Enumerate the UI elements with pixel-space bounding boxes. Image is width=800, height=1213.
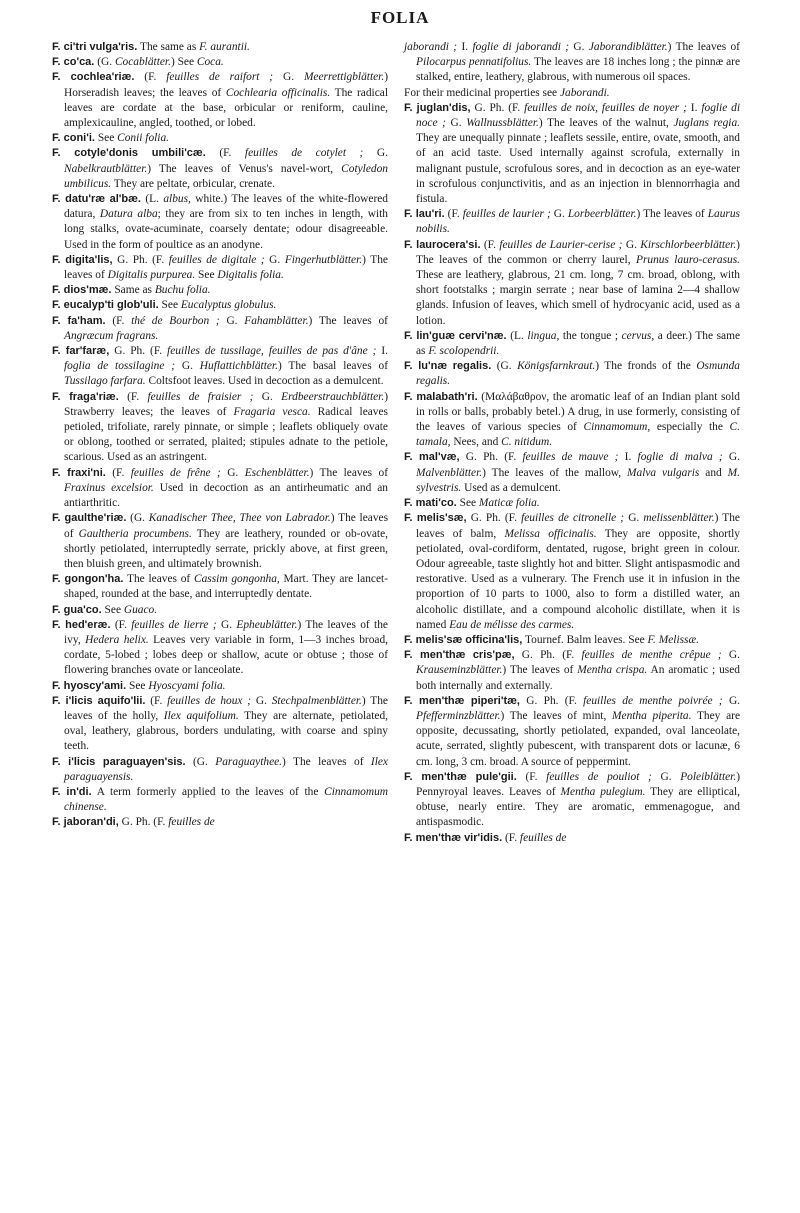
entry-text: I. (376, 345, 388, 358)
dictionary-entry (404, 770, 740, 831)
entry-text: ) The leaves of the mallow, (482, 466, 628, 479)
entry-italic-text: F. aurantii. (199, 41, 250, 53)
entry-italic-text: feuilles de pouliot ; (546, 770, 652, 783)
entry-text: ) The leaves of (636, 208, 708, 221)
entry-text: G. (363, 147, 388, 160)
entry-text: Leaves very variable in form, 1—3 inches broad, cordate, 5-lobed ; lobes deep or shallow, acute or obtuse ; those of flowering branches ovate or lanceolate. (64, 633, 389, 677)
entry-italic-text: Epheublätter. (236, 618, 298, 631)
entry-text: They are elliptical, obtuse, nearly entire. They are aromatic, emmenagogue, and antispasmodic. (416, 785, 740, 829)
entry-headword: F. lau'ri. (404, 208, 445, 221)
entry-text: (G. (193, 755, 216, 768)
entry-italic-text: Hyoscyami folia. (148, 679, 226, 692)
entry-text: especially the (650, 421, 730, 434)
entry-italic-text: Tussilago farfara. (64, 375, 146, 388)
entry-headword: F. fraxi'ni. (52, 466, 106, 479)
dictionary-entry (52, 572, 388, 602)
entry-italic-text: Kirschlorbeerblätter. (640, 238, 737, 251)
entry-italic-text: Malvenblätter. (416, 466, 483, 479)
entry-headword: F. laurocera'si. (404, 238, 481, 251)
entry-italic-text: Ilex paraguayensis. (64, 755, 388, 783)
entry-text: ) The leaves of the holly, (64, 694, 388, 722)
entry-headword: F. men'thæ piperi'tæ, (404, 694, 520, 707)
entry-italic-text: Fraxinus excelsior. (64, 481, 154, 494)
entry-text: (L. (510, 329, 528, 342)
entry-italic-text: Jaborandi. (559, 86, 610, 99)
entry-text: Nees, and (450, 436, 502, 449)
entry-italic-text: Prunus lauro-cerasus. (635, 253, 740, 266)
entry-headword: F. in'di. (52, 785, 92, 798)
entry-italic-text: albus, (163, 193, 191, 206)
dictionary-entry (52, 70, 388, 131)
entry-italic-text: Ilex aquifolium. (163, 709, 239, 722)
entry-text: A term formerly applied to the leaves of the (96, 785, 325, 798)
entry-headword: F. gaulthe'riæ. (52, 512, 127, 525)
entry-text: I. (618, 451, 638, 464)
entry-italic-text: feuilles de lierre ; (131, 618, 217, 631)
entry-headword: F. far'faræ, (52, 345, 110, 358)
entry-text: (G. (130, 512, 149, 525)
entry-italic-text: Cotyledon umbilicus. (64, 162, 388, 190)
entry-text: I. (457, 41, 473, 53)
entry-headword: F. men'thæ pule'gii. (404, 770, 517, 783)
entry-text: G. Ph. (F. (465, 451, 523, 464)
dictionary-entry (52, 131, 388, 146)
entry-text: ) The leaves of the ivy, (64, 618, 388, 646)
entry-text: and (699, 466, 728, 479)
entry-text: (Μαλάβαθρον, the aromatic leaf of an Indian plant sold in rolls or balls, probably betel.) A drug, in use formerly, consisting of the leaves of various species of (416, 390, 740, 434)
entry-headword: F. coni'i. (52, 132, 95, 145)
entry-italic-text: Nabelkrautblätter. (64, 162, 148, 175)
dictionary-entry (52, 344, 388, 390)
entry-italic-text: Angræcum fragrans. (64, 329, 159, 342)
entry-text: G. (722, 451, 740, 464)
entry-text: See (161, 299, 181, 312)
entry-italic-text: feuilles de (168, 816, 215, 829)
entry-text: ) The leaves of (64, 253, 388, 282)
entry-headword: F. dios'mæ. (52, 284, 112, 297)
entry-italic-text: Stechpalmenblätter. (271, 694, 362, 707)
entry-text: G. Ph. (F. (521, 649, 582, 662)
entry-italic-text: feuilles de citronelle ; (521, 512, 625, 525)
page-header: FOLIA (370, 8, 430, 27)
dictionary-entry (404, 86, 740, 101)
entry-text: G. Ph. (F. (526, 694, 584, 707)
entry-text: ) The leaves of (667, 41, 740, 53)
entry-headword: F. i'licis paraguayen'sis. (52, 755, 186, 768)
entry-italic-text: Pilocarpus pennatifolius. (416, 56, 532, 69)
entry-headword: F. fa'ham. (52, 314, 106, 327)
entry-italic-text: foglie di jaborandi ; (472, 41, 570, 53)
entry-text: (F. (219, 147, 245, 160)
entry-italic-text: Laurus nobilis. (416, 208, 740, 236)
entry-text: They are peltate, orbicular, crenate. (111, 177, 275, 190)
entry-text: Used in decoction as an antirheumatic and an antiarthritic. (64, 481, 388, 510)
dictionary-entry (404, 450, 740, 496)
dictionary-entry (52, 55, 388, 70)
entry-text: ) Strawberry leaves; the leaves of (64, 390, 388, 418)
entry-text: See (459, 497, 479, 510)
entry-italic-text: Fragaria vesca. (233, 405, 311, 418)
dictionary-entry (52, 390, 388, 466)
entry-headword: F. lu'næ regalis. (404, 360, 492, 373)
entry-italic-text: Mentha piperita. (612, 709, 692, 722)
entry-text: (F. (483, 238, 500, 251)
entry-headword: F. men'thæ cris'pæ, (404, 649, 515, 662)
entry-headword: F. melis'sæ, (404, 512, 467, 525)
entry-text: (F. (114, 618, 132, 631)
entry-text: An aromatic ; used both internally and externally. (416, 664, 740, 692)
entry-italic-text: Krauseminzblätter. (416, 664, 503, 677)
dictionary-entry (404, 390, 740, 451)
entry-italic-text: Conii folia. (117, 132, 170, 145)
entry-italic-text: cervus, (621, 329, 655, 342)
entry-text: G. Ph. (F. (114, 345, 168, 358)
dictionary-entry (404, 359, 740, 389)
entry-italic-text: Melissa officinalis. (504, 527, 597, 540)
entry-text: ) The leaves of (309, 466, 388, 479)
entry-text: They are opposite, decussating, shortly petiolated, expanded, oval lanceolate, acute, serrated, slightly pubescent, with transparent dots or lacunæ, 6 cm. long, 3 cm. broad. A source of peppermint. (416, 709, 740, 768)
entry-italic-text: feuilles de raifort ; (166, 71, 274, 84)
dictionary-entry (52, 298, 388, 313)
entry-text: G. (251, 694, 272, 707)
dictionary-entry (52, 618, 388, 679)
entry-text: G. (550, 208, 568, 221)
entry-italic-text: thé de Bourbon ; (131, 314, 220, 327)
entry-text: ) The leaves of Venus's navel-wort, (147, 162, 342, 175)
entry-italic-text: feuilles de noix, feuilles de noyer ; (524, 101, 687, 114)
entry-italic-text: feuilles de mauve ; (522, 451, 619, 464)
entry-italic-text: Guaco. (123, 603, 158, 616)
entry-text: For their medicinal properties see (404, 86, 560, 99)
entry-italic-text: Maticæ folia. (478, 497, 540, 510)
entry-italic-text: Huflattichblätter. (199, 360, 278, 373)
entry-text: (F. (505, 831, 520, 844)
entry-italic-text: Mentha pulegium. (560, 785, 646, 798)
dictionary-entry (52, 283, 388, 298)
entry-text: G. (651, 770, 681, 783)
entry-text: G. (721, 649, 740, 662)
entry-text: See (104, 603, 124, 616)
entry-text: Same as (114, 284, 155, 297)
entry-italic-text: Königsfarnkraut. (517, 360, 596, 373)
dictionary-entry (404, 329, 740, 359)
entry-text: ) See (170, 56, 197, 69)
entry-italic-text: Poleiblätter. (680, 770, 737, 783)
entry-italic-text: Cassim gongonha, (194, 573, 280, 586)
dictionary-entry (52, 755, 388, 785)
dictionary-entry (404, 496, 740, 511)
entry-text: ) The leaves of (502, 664, 578, 677)
entry-italic-text: Fahamblätter. (244, 314, 309, 327)
entry-text: Radical leaves petioled, trifoliate, rarely pinnate, or simple ; leaflets obliquely ovate or oblong, toothed or serrated, plaited; stipules adnate to the petiole, scarious. Used as an astringent. (64, 405, 388, 464)
entry-italic-text: feuilles de menthe crêpue ; (581, 649, 722, 662)
entry-text: G. (569, 41, 589, 53)
entry-text: Coltsfoot leaves. Used in decoction as a demulcent. (145, 375, 384, 388)
entry-italic-text: Coca. (196, 56, 224, 69)
entry-text: the tongue ; (559, 329, 622, 342)
entry-text: The same as (139, 41, 200, 53)
dictionary-entry (52, 192, 388, 253)
entry-italic-text: Pfefferminzblätter. (416, 709, 501, 722)
entry-headword: F. lin'guæ cervi'næ. (404, 329, 507, 342)
entry-text: They are unequally pinnate ; leaflets sessile, entire, ovate, smooth, and of an acid taste. Used internally against scrofula, externally in malignant pustule, scrofulous sores, and in decoction as an eye-water in scrofulous conjunctivitis, and as an injection in blennorrhagia and fistula. (416, 132, 740, 206)
entry-text: G. (175, 360, 200, 373)
entry-headword: F. i'licis aquifo'lii. (52, 694, 146, 707)
entry-italic-text: F. Melissæ. (647, 633, 699, 646)
dictionary-entry (52, 603, 388, 618)
entry-italic-text: Eschenblätter. (244, 466, 310, 479)
entry-text: G. (445, 117, 467, 130)
entry-italic-text: feuilles de menthe poivrée ; (583, 694, 723, 707)
entry-italic-text: Fingerhutblätter. (284, 253, 363, 266)
entry-text: (F. (127, 390, 148, 403)
left-column (52, 40, 388, 831)
entry-italic-text: Cinnamomum, (583, 421, 651, 434)
dictionary-entry (404, 238, 740, 329)
entry-italic-text: feuilles de fraisier ; (147, 390, 254, 403)
entry-text: G. (264, 253, 285, 266)
entry-text: They are leathery, rounded or ob-ovate, shortly petiolated, interruptedly serrate, prickly above, at first green, then bluish green, and ultimately brownish. (64, 527, 388, 570)
entry-headword: F. malabath'ri. (404, 390, 478, 403)
entry-headword: F. mal'væ, (404, 451, 460, 464)
entry-text: ) Horseradish leaves; the leaves of (64, 71, 388, 99)
entry-text: Used as a demulcent. (461, 481, 561, 494)
entry-text: G. (722, 694, 741, 707)
entry-text: (F. (525, 770, 547, 783)
entry-text: (F. (112, 466, 131, 479)
entry-italic-text: Cochlearia officinalis. (225, 86, 331, 99)
dictionary-entry (52, 785, 388, 815)
entry-text: ) The leaves of (308, 314, 388, 327)
entry-italic-text: Meerrettigblätter. (303, 71, 385, 84)
entry-text: (G. (496, 360, 518, 373)
entry-italic-text: feuilles de Laurier-cerise ; (499, 238, 623, 251)
dictionary-entry (52, 511, 388, 572)
entry-italic-text: Cocablätter. (114, 56, 171, 69)
dictionary-entry (404, 40, 740, 86)
entry-headword: F. co'ca. (52, 56, 95, 69)
entry-headword: F. cochlea'riæ. (52, 71, 135, 84)
entry-italic-text: Buchu folia. (154, 284, 211, 297)
entry-text: See (97, 132, 118, 145)
entry-headword: F. mati'co. (404, 497, 457, 510)
entry-headword: F. datu'ræ al'bæ. (52, 193, 141, 206)
dictionary-entry (404, 207, 740, 237)
entry-italic-text: feuilles de houx ; (167, 694, 252, 707)
entry-italic-text: Gaultheria procumbens. (78, 527, 192, 540)
entry-text: ) The basal leaves of (277, 360, 388, 373)
entry-italic-text: feuilles de digitale ; (168, 253, 265, 266)
entry-text: (F. (144, 71, 167, 84)
entry-headword: F. jaboran'di, (52, 816, 119, 829)
entry-text: See (129, 679, 149, 692)
entry-italic-text: Cinnamomum chinense. (64, 785, 389, 814)
entry-italic-text: melissenblätter. (643, 512, 715, 525)
entry-italic-text: Kanadischer Thee, Thee von Labrador. (148, 512, 331, 525)
entry-headword: F. fraga'riæ. (52, 390, 119, 403)
entry-italic-text: feuilles de laurier ; (462, 208, 551, 221)
entry-text: The leaves are 18 inches long ; the pinnæ are stalked, entire, leathery, glabrous, with numerous oil spaces. (416, 56, 741, 84)
dictionary-entry (404, 511, 740, 633)
entry-text: G. Ph. (F. (470, 512, 522, 525)
entry-italic-text: Malva vulgaris (627, 466, 700, 479)
entry-italic-text: feuilles de tussilage, feuilles de pas d'âne ; (167, 345, 377, 358)
entry-italic-text: M. sylvestris. (416, 466, 740, 494)
entry-italic-text: Eucalyptus globulus. (180, 299, 277, 312)
entry-headword: F. cotyle'donis umbili'cæ. (52, 147, 206, 160)
entry-text: See (195, 269, 218, 282)
entry-text: They are opposite, shortly petiolated, oval-cordiform, dentated, rugose, bright green in colour. Odour agreeable, taste slightly hot and bitter. Slight antispasmodic and restorative. Used as a vulnerary. The French use it in infusion in the proportion of 10 parts to 1000, also to form a distilled water, an alcoholic distillate, and a compound alcoholic distillate, when it is named (416, 527, 740, 631)
dictionary-entry (52, 146, 388, 192)
entry-italic-text: Jaborandiblätter. (588, 41, 668, 53)
dictionary-entry (52, 314, 388, 344)
entry-text: G. (216, 618, 237, 631)
dictionary-entry (52, 679, 388, 694)
entry-italic-text: jaborandi ; (404, 41, 458, 53)
entry-italic-text: Mentha crispa. (577, 664, 648, 677)
entry-text: ) The leaves of (282, 755, 371, 768)
entry-text: G. Ph. (F. (474, 101, 525, 114)
entry-italic-text: Paraguaythee. (215, 755, 283, 768)
entry-headword: F. gua'co. (52, 603, 102, 616)
entry-italic-text: foglie di malva ; (637, 451, 723, 464)
entry-text: (F. (112, 314, 132, 327)
entry-text: ) The leaves of mint, (500, 709, 613, 722)
entry-italic-text: feuilles de frêne ; (130, 466, 221, 479)
entry-headword: F. hed'eræ. (52, 618, 111, 631)
entry-italic-text: Digitalis purpurea. (107, 269, 196, 282)
entry-italic-text: C. tamala, (416, 421, 740, 449)
entry-headword: F. men'thæ vir'idis. (404, 831, 503, 844)
entry-text: white.) The leaves of the white-flowered datura, (64, 193, 388, 221)
right-column (404, 40, 740, 846)
entry-text: G. (622, 238, 641, 251)
entry-text: a deer.) The same as (416, 329, 740, 358)
entry-headword: F. hyoscy'ami. (52, 679, 127, 692)
entry-italic-text: Juglans regia. (673, 117, 740, 130)
entry-italic-text: Digitalis folia. (217, 269, 284, 282)
entry-text: G. Ph. (F. (121, 816, 169, 829)
entry-text: ) The leaves of the common or cherry laurel, (416, 238, 740, 266)
entry-text: These are leathery, glabrous, 21 cm. long, 7 cm. broad, oblong, with short footstalks ; margin serrate ; near base of lamina 2—4 shallow glands. Infusion of leaves, which smell of hydrocyanic acid, used as a lotion. (416, 269, 740, 327)
dictionary-entry (404, 648, 740, 694)
dictionary-entry (52, 694, 388, 755)
entry-text: (F. (150, 694, 168, 707)
entry-italic-text: Hedera helix. (85, 633, 149, 646)
entry-italic-text: Wallnussblätter. (466, 117, 539, 130)
entry-italic-text: Erdbeerstrauchblätter. (281, 390, 385, 403)
entry-italic-text: foglie di noce ; (416, 101, 741, 130)
entry-text: The leaves of (126, 573, 195, 586)
entry-text: G. Ph. (F. (117, 253, 169, 266)
dictionary-entry (404, 633, 740, 648)
entry-italic-text: F. scolopendrii. (428, 345, 500, 358)
entry-text: ) The leaves of the walnut, (538, 117, 674, 130)
entry-text: G. (624, 512, 644, 525)
entry-headword: F. digita'lis, (52, 253, 113, 266)
entry-headword: F. melis'sæ officina'lis, (404, 633, 523, 646)
entry-italic-text: Eau de mélisse des carmes. (449, 618, 575, 631)
entry-headword: F. juglan'dis, (404, 101, 471, 114)
entry-italic-text: feuilles de (519, 831, 567, 844)
entry-text: (G. (97, 56, 115, 69)
entry-text: G. (219, 314, 245, 327)
entry-text: ; they are from six to ten inches in length, with long stalks, ovate-acuminate, coarsely dentate; odour disagreeable. Used in the form of poultice as an anodyne. (64, 208, 389, 251)
entry-text: ) The fronds of the (595, 360, 697, 373)
entry-text: Tournef. Balm leaves. See (524, 633, 648, 646)
entry-text: They are alternate, petiolated, oval, leathery, glabrous, borders undulating, with coarse and spiny teeth. (64, 709, 389, 753)
dictionary-entry (404, 101, 740, 207)
entry-headword: F. gongon'ha. (52, 573, 124, 586)
entry-text: ) The leaves of balm, (416, 512, 740, 540)
entry-text: G. (273, 71, 304, 84)
entry-text: The radical leaves are cordate at the base, orbicular or reniform, cauline, amplexicauline, angled, toothed, or lobed. (64, 86, 388, 130)
dictionary-entry (52, 40, 388, 55)
dictionary-entry (52, 815, 388, 830)
entry-italic-text: C. nitidum. (501, 436, 553, 449)
entry-headword: F. ci'tri vulga'ris. (52, 41, 138, 53)
entry-italic-text: foglia de tossilagine ; (64, 360, 176, 373)
entry-text: (L. (145, 193, 164, 206)
entry-italic-text: feuilles de cotylet ; (244, 147, 364, 160)
entry-italic-text: lingua, (527, 329, 560, 342)
entry-text: I. (686, 101, 702, 114)
dictionary-entry (404, 694, 740, 770)
dictionary-entry (52, 253, 388, 283)
entry-text: Mart. They are lancet-shaped, rounded at the base, and interruptedly dentate. (64, 573, 389, 601)
dictionary-entry (404, 831, 740, 846)
entry-text: ) Pennyroyal leaves. Leaves of (416, 770, 740, 798)
entry-text: (F. (447, 208, 463, 221)
entry-italic-text: Datura alba (99, 208, 158, 221)
entry-text: G. (253, 390, 282, 403)
entry-italic-text: Osmunda regalis. (416, 360, 740, 388)
entry-text: G. (220, 466, 245, 479)
entry-headword: F. eucalyp'ti glob'uli. (52, 299, 159, 312)
entry-text: ) The leaves of (64, 512, 389, 540)
entry-italic-text: Lorbeerblätter. (567, 208, 637, 221)
dictionary-entry (52, 466, 388, 512)
